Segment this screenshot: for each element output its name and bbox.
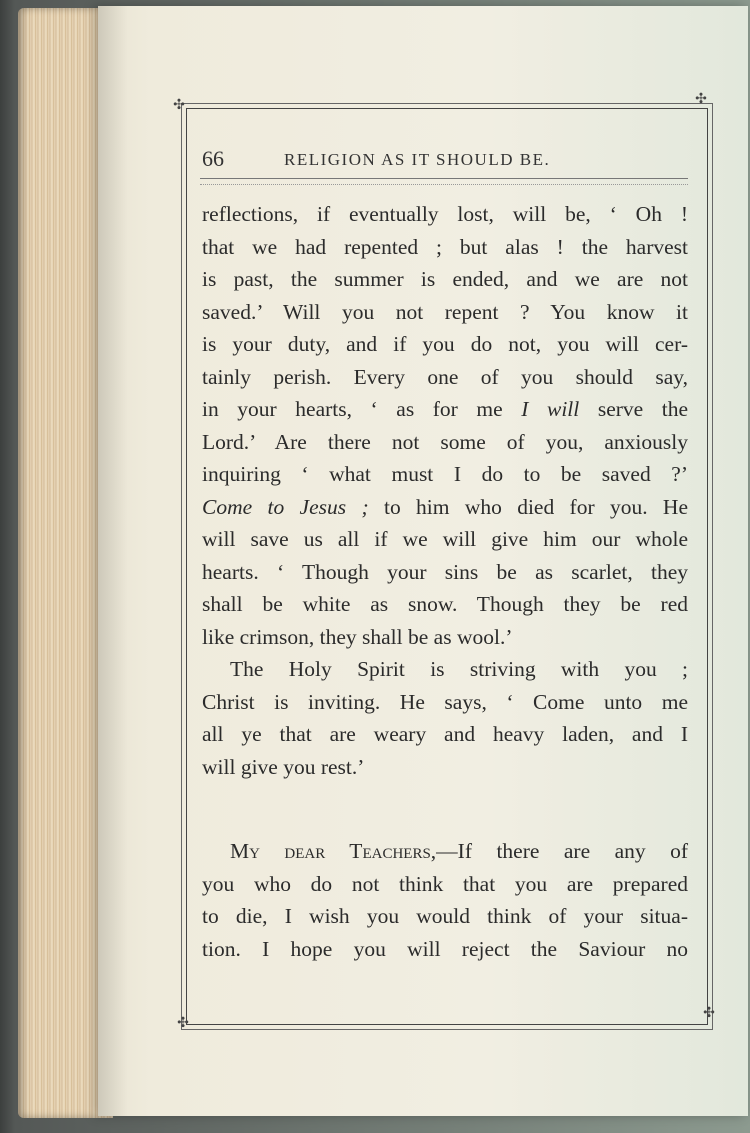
paragraph-gap xyxy=(202,783,688,835)
running-title: RELIGION AS IT SHOULD BE. xyxy=(284,150,551,169)
italic-emphasis: I will xyxy=(521,397,580,421)
text-segment: to him who died for you. He xyxy=(383,494,688,519)
italic-emphasis: Come to Jesus ; xyxy=(202,494,369,519)
text-line xyxy=(202,491,688,524)
text-line: will give you rest.’ xyxy=(202,754,365,779)
text-line: shall be white as snow. Though they be red xyxy=(202,592,688,616)
text-line: is past, the summer is ended, and we are not xyxy=(202,267,688,291)
text-line xyxy=(202,393,688,426)
text-line: reflections, if eventually lost, will be, ‘ Oh ! xyxy=(202,202,688,226)
text-line: saved.’ Will you not repent ? You know it xyxy=(202,299,688,324)
text-segment: —If there are any of xyxy=(436,839,688,863)
text-line: hearts. ‘ Though your sins be as scarlet, they xyxy=(202,559,688,584)
text-line: all ye that are weary and heavy laden, and I xyxy=(202,722,688,746)
text-line xyxy=(202,835,688,868)
text-line: tion. I hope you will reject the Saviour no xyxy=(202,936,688,961)
body-text xyxy=(202,198,688,965)
corner-ornament-icon: ✣ xyxy=(703,1005,715,1021)
text-line: that we had repented ; but alas ! the harvest xyxy=(202,234,688,259)
text-line: will save us all if we will give him our whole xyxy=(202,527,688,551)
page-number: 66 xyxy=(202,146,224,171)
text-segment: serve the xyxy=(597,397,689,421)
text-segment: in your hearts, ‘ as for me xyxy=(202,397,503,421)
text-line: Christ is inviting. He says, ‘ Come unto me xyxy=(202,689,688,714)
text-line: tainly perish. Every one of you should say, xyxy=(202,364,688,389)
corner-ornament-icon: ✣ xyxy=(695,91,707,107)
text-line: to die, I wish you would think of your situa- xyxy=(202,904,688,928)
spine-shadow xyxy=(98,6,128,1116)
text-line: like crimson, they shall be as wool.’ xyxy=(202,624,513,649)
corner-ornament-icon: ✣ xyxy=(177,1015,189,1031)
text-line: is your duty, and if you do not, you will cer- xyxy=(202,332,688,356)
header-rule xyxy=(200,184,688,186)
page-header xyxy=(200,146,688,179)
salutation: My dear Teachers, xyxy=(230,839,437,863)
corner-ornament-icon: ✣ xyxy=(173,97,185,113)
text-line: The Holy Spirit is striving with you ; xyxy=(230,657,688,681)
text-line: you who do not think that you are prepared xyxy=(202,871,688,896)
text-line: Lord.’ Are there not some of you, anxiously xyxy=(202,429,688,454)
text-line: inquiring ‘ what must I do to be saved ?’ xyxy=(202,462,688,486)
